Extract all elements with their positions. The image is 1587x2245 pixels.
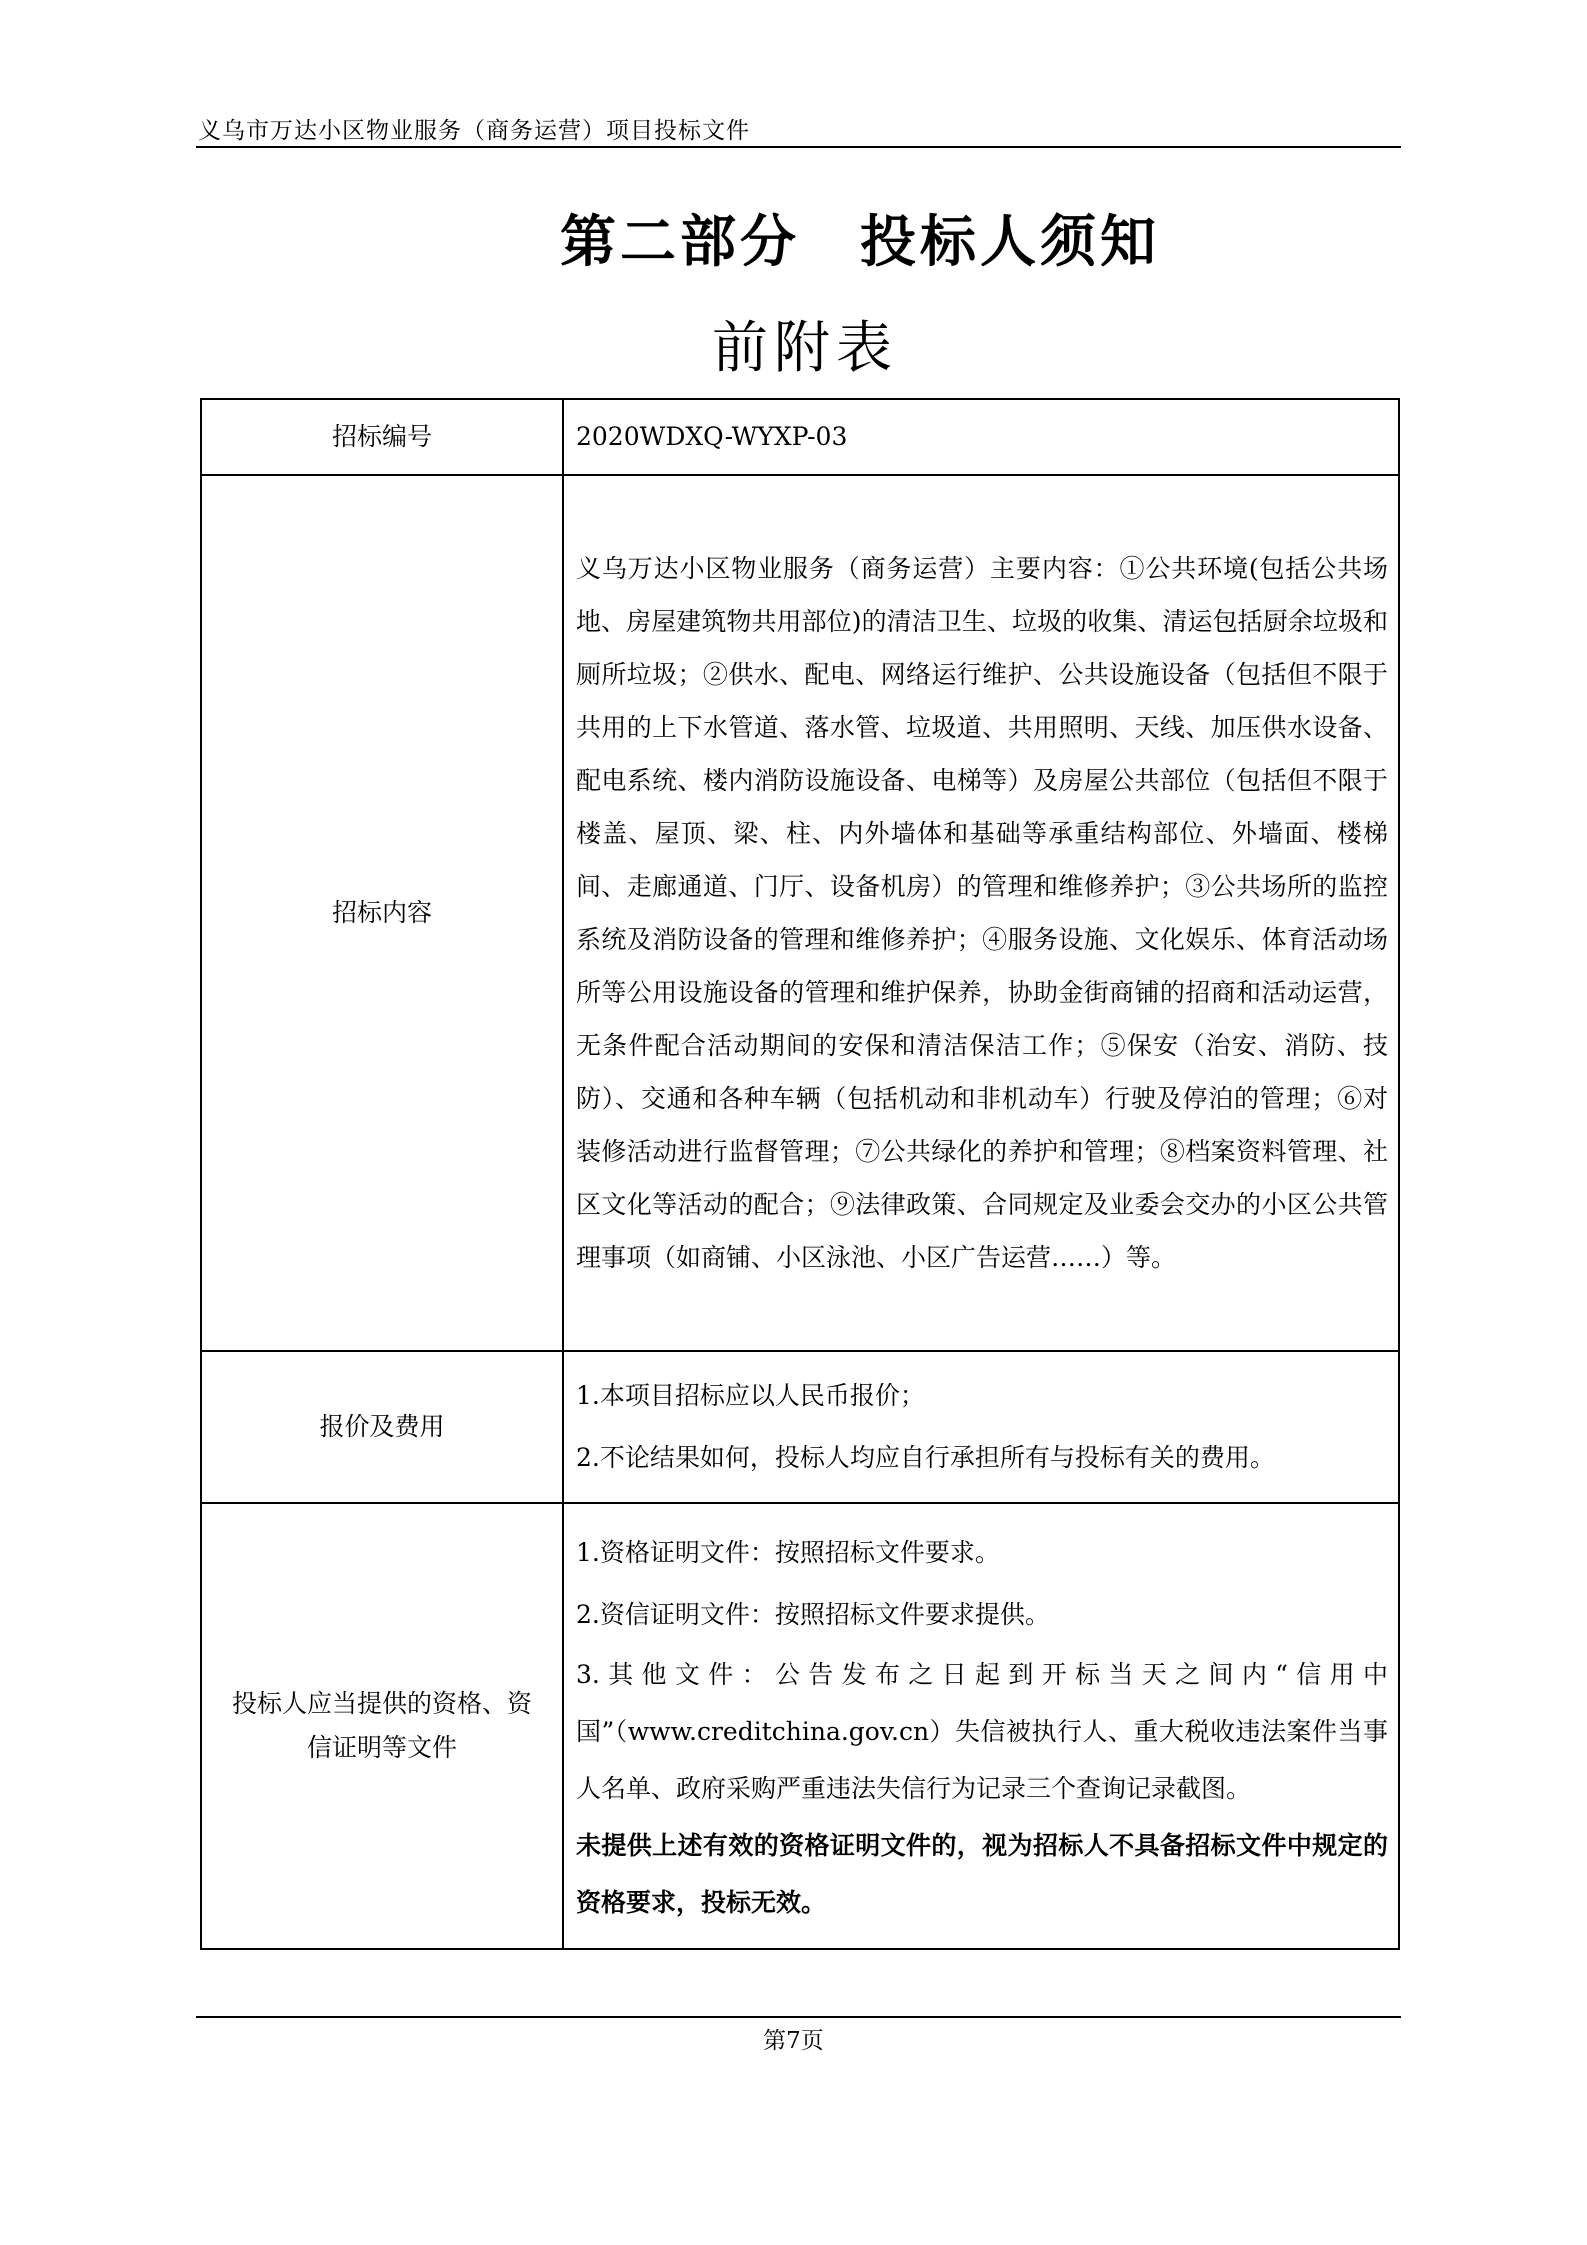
qualification-item-1: 1.资格证明文件：按照招标文件要求。 (576, 1537, 1000, 1567)
row-label-bid-content: 招标内容 (201, 475, 563, 1351)
bid-content-text: 义乌万达小区物业服务（商务运营）主要内容：①公共环境(包括公共场地、房屋建筑物共用部位)的清洁卫生、垃圾的收集、清运包括厨余垃圾和厕所垃圾；②供水、配电、网络运行维护、公共设施设备（包括但不限于共用的上下水管道、落水管、垃圾道、共用照明、天线、加压供水设备、配电系统、楼内消防设施设备、电梯等）及房屋公共部位（包括但不限于楼盖、屋顶、梁、柱、内外墙体和基础等承重结构部位、外墙面、楼梯间、走廊通道、门厅、设备机房）的管理和维修养护；③公共场所的监控系统及消防设备的管理和维修养护；④服务设施、文化娱乐、体育活动场所等公用设施设备的管理和维护保养，协助金街商铺的招商和活动运营，无条件配合活动期间的安保和清洁保洁工作；⑤保安（治安、消防、技防）、交通和各种车辆（包括机动和非机动车）行驶及停泊的管理；⑥对装修活动进行监督管理；⑦公共绿化的养护和管理；⑧档案资料管理、社区文化等活动的配合；⑨法律政策、合同规定及业委会交办的小区公共管理事项（如商铺、小区泳池、小区广告运营……）等。 (576, 554, 1388, 1272)
row-label-bid-number: 招标编号 (201, 399, 563, 475)
table-row-bid-content (201, 475, 1399, 1351)
page-number: 第7页 (763, 2028, 824, 2054)
qualification-item-2: 2.资信证明文件：按照招标文件要求提供。 (576, 1599, 1050, 1629)
qualification-label-line-2: 信证明等文件 (306, 1733, 457, 1762)
section-title: 第二部分 投标人须知 (560, 209, 1160, 275)
qualification-bold-note: 未提供上述有效的资格证明文件的，视为招标人不具备招标文件中规定的资格要求，投标无效。 (576, 1830, 1388, 1917)
bid-notice-table (200, 398, 1400, 1950)
table-title: 前附表 (712, 316, 898, 381)
bid-number-value: 2020WDXQ-WYXP-03 (576, 422, 848, 451)
qualification-label-line-1: 投标人应当提供的资格、资 (231, 1689, 532, 1718)
table-row-qualification (201, 1503, 1399, 1949)
row-label-pricing: 报价及费用 (201, 1351, 563, 1503)
pricing-item-2: 2.不论结果如何，投标人均应自行承担所有与投标有关的费用。 (576, 1443, 1275, 1472)
pricing-item-1: 1.本项目招标应以人民币报价； (576, 1381, 925, 1410)
table-row-bid-number (201, 399, 1399, 475)
qualification-item-3: 3.其他文件：公告发布之日起到开标当天之间内“信用中国”（www.creditchina.gov.cn）失信被执行人、重大税收违法案件当事人名单、政府采购严重违法失信行为记录三个查询记录截图。 (576, 1659, 1388, 1803)
footer-divider (196, 2016, 1401, 2018)
table-row-pricing (201, 1351, 1399, 1503)
header-divider (196, 146, 1401, 148)
document-header: 义乌市万达小区物业服务（商务运营）项目投标文件 (198, 118, 750, 144)
row-label-qualification (201, 1503, 563, 1949)
